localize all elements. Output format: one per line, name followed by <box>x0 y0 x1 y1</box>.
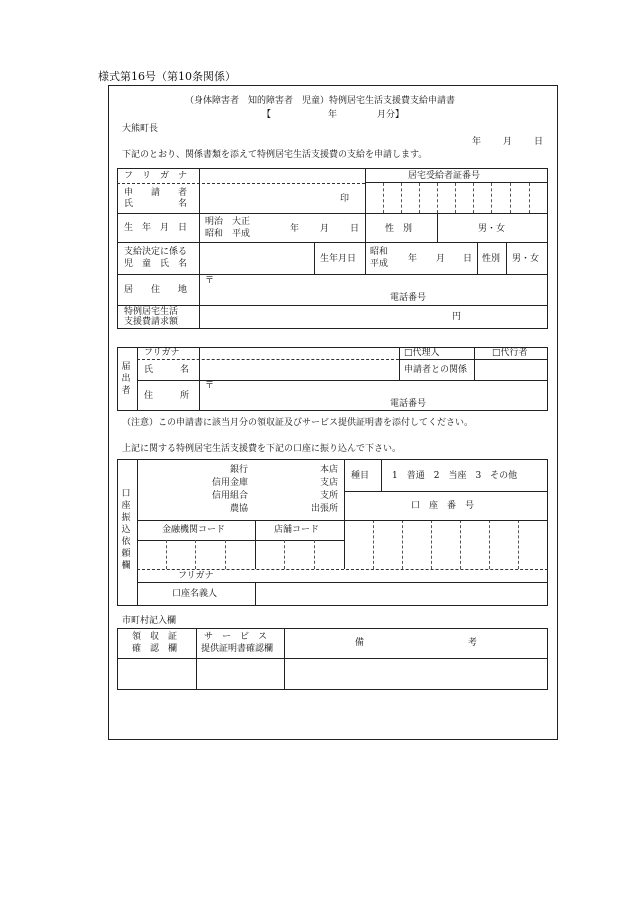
child-label-1: 支給決定に係る <box>124 247 188 257</box>
bank-side-label: 口座振込依頼欄 <box>121 489 131 571</box>
branch-type-shiten: 支店 <box>319 478 338 488</box>
title-month: 月分】 <box>377 110 405 120</box>
relation-label: 申請者との関係 <box>404 365 468 375</box>
child-era-2: 平成 <box>370 259 389 269</box>
agent-checkbox[interactable]: □代行者 <box>492 348 528 358</box>
date-year: 年 <box>472 137 482 147</box>
child-sex-label: 性別 <box>482 254 501 264</box>
inst-type-shinkin: 信用金庫 <box>211 478 248 488</box>
claim-label-2: 支援費請求額 <box>124 317 179 327</box>
applicant-label-1: 申 請 者 <box>124 188 188 198</box>
service-label-2: 提供証明書確認欄 <box>201 644 274 654</box>
branch-type-shisho: 支所 <box>319 491 338 501</box>
phone-label: 電話番号 <box>390 293 427 303</box>
intro-text: 下記のとおり、関係書類を添えて特例居宅生活支援費の支給を申請します。 <box>122 150 428 160</box>
child-era-1: 昭和 <box>370 247 389 257</box>
transfer-intro: 上記に関する特例居宅生活支援費を下記の口座に振り込んで下さい。 <box>122 444 402 454</box>
remarks-label-1: 備 <box>355 638 365 648</box>
date-month: 月 <box>503 137 513 147</box>
account-holder-label: 口座名義人 <box>172 589 218 599</box>
cert-number-label: 居宅受給者証番号 <box>408 171 481 181</box>
notifier-postal-mark: 〒 <box>205 381 215 391</box>
sex-value: 男・女 <box>478 224 506 234</box>
municipal-section-label: 市町村記入欄 <box>122 616 177 626</box>
residence-label: 居 住 地 <box>124 285 188 295</box>
service-label-1: サ ー ビ ス <box>204 632 268 642</box>
branch-type-honten: 本店 <box>319 465 338 475</box>
receipt-label-1: 領 収 証 <box>132 632 178 642</box>
child-dob-year: 年 <box>408 254 418 264</box>
account-type-label: 種目 <box>351 471 370 481</box>
form-title: （身体障害者 知的障害者 児童）特例居宅生活支援費支給申請書 <box>185 96 456 106</box>
child-label-2: 児 童 氏 名 <box>124 259 188 269</box>
dob-label: 生 年 月 日 <box>124 223 188 233</box>
seal-mark: 印 <box>340 194 350 204</box>
child-dob-day: 日 <box>463 254 473 264</box>
claim-label-1: 特例居宅生活 <box>124 307 179 317</box>
furigana-label: フ リ ガ ナ <box>124 171 188 181</box>
notifier-side-label: 届出者 <box>121 362 131 396</box>
form-number: 様式第16号（第10条関係） <box>98 70 236 83</box>
bank-furigana: フリガナ <box>178 571 214 581</box>
sex-label: 性 別 <box>385 224 413 234</box>
postal-mark: 〒 <box>205 276 215 286</box>
attachment-note: （注意）この申請書に該当月分の領収証及びサービス提供証明書を添付してください。 <box>122 418 474 428</box>
era-row-2: 昭和 平成 <box>205 229 251 239</box>
receipt-label-2: 確 認 欄 <box>132 644 178 654</box>
notifier-name-label: 氏 名 <box>144 365 190 375</box>
inst-type-bank: 銀行 <box>229 465 248 475</box>
child-sex-value: 男・女 <box>512 254 540 264</box>
branch-type-shuchojo: 出張所 <box>310 504 338 514</box>
title-year: 年 <box>328 110 338 120</box>
inst-type-kumiai: 信用組合 <box>211 491 248 501</box>
notifier-furigana: フリガナ <box>144 348 180 358</box>
addressee: 大熊町長 <box>122 124 159 134</box>
inst-type-nokyo: 農協 <box>229 504 248 514</box>
child-dob-label: 生年月日 <box>320 254 357 264</box>
proxy-checkbox[interactable]: □代理人 <box>404 348 440 358</box>
era-row-1: 明治 大正 <box>205 217 251 227</box>
notifier-phone-label: 電話番号 <box>390 399 427 409</box>
dob-day: 日 <box>350 224 360 234</box>
remarks-label-2: 考 <box>468 638 478 648</box>
account-number-label: 口 座 番 号 <box>411 501 475 511</box>
title-bracket-open: 【 <box>262 110 272 120</box>
branch-code-label: 店舗コード <box>274 525 320 535</box>
dob-month: 月 <box>320 224 330 234</box>
yen-mark: 円 <box>452 312 462 322</box>
child-dob-month: 月 <box>436 254 446 264</box>
notifier-address-label: 住 所 <box>144 391 190 401</box>
date-day: 日 <box>534 137 544 147</box>
dob-year: 年 <box>290 224 300 234</box>
account-type-options: 1 普通 2 当座 3 その他 <box>392 471 518 481</box>
bank-code-label: 金融機関コード <box>162 525 226 535</box>
applicant-label-2: 氏 名 <box>124 199 188 209</box>
